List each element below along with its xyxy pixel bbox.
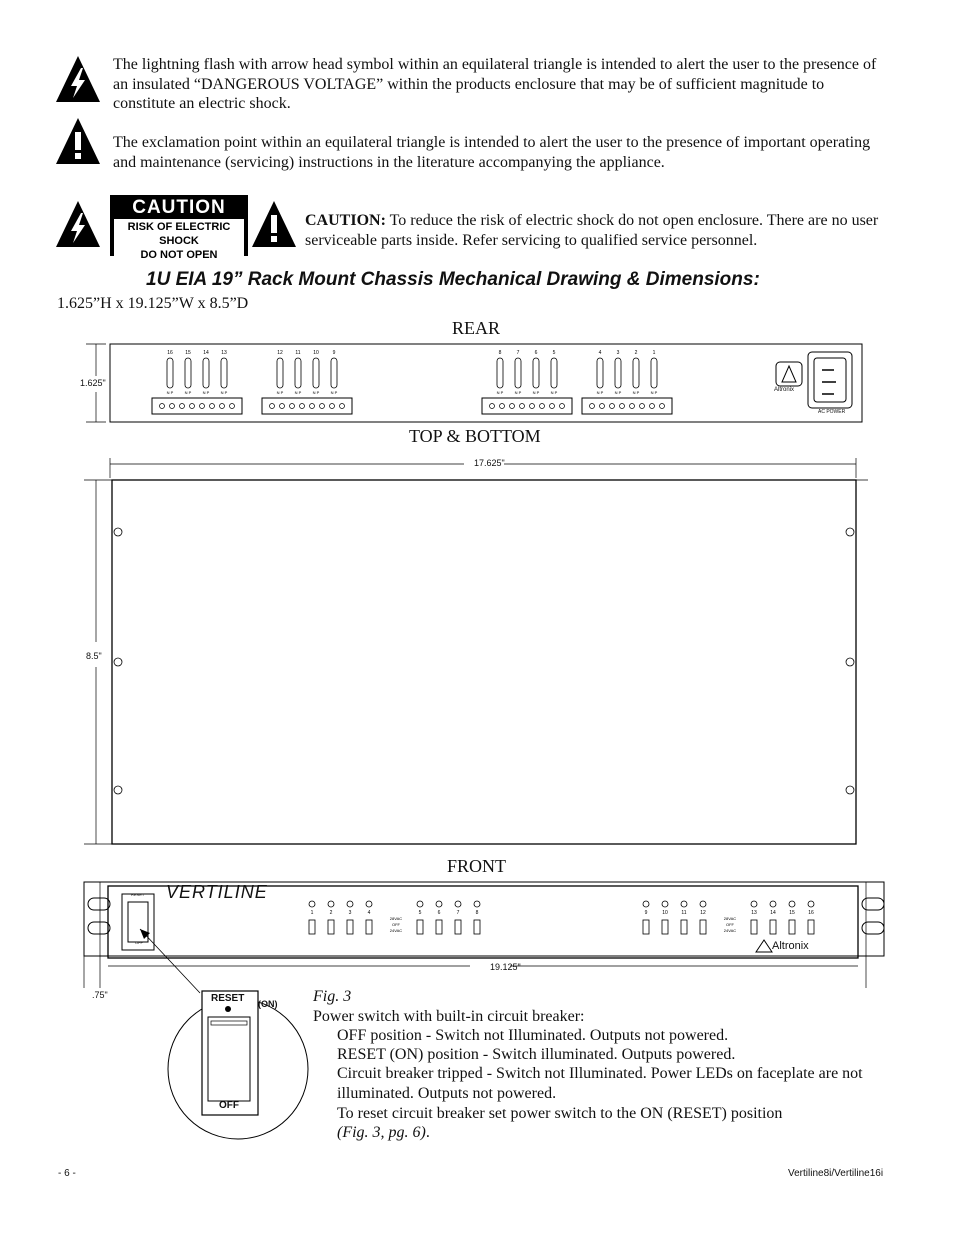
rear-terminal-screw (540, 404, 545, 409)
rear-terminal-screw (200, 404, 205, 409)
front-output-number: 14 (770, 910, 776, 916)
figure-intro: Power switch with built-in circuit breaker: (313, 1008, 585, 1025)
figure-ref: (Fig. 3, pg. 6) (337, 1124, 426, 1141)
front-led (643, 901, 649, 907)
rear-np-label: N P (276, 390, 284, 395)
rear-terminal-block (152, 398, 242, 414)
front-switch-top: RESET (131, 892, 145, 897)
front-selector-switch (366, 920, 372, 934)
front-output-number: 5 (418, 910, 422, 916)
rear-brand: Altronix (774, 387, 795, 393)
top-screw (846, 528, 854, 536)
front-output-number: 9 (644, 910, 648, 916)
rear-terminal-screw (510, 404, 515, 409)
footer-doc: Vertiline8i/Vertiline16i (788, 1168, 884, 1179)
rear-fuse (633, 358, 639, 388)
front-selector-switch (455, 920, 461, 934)
rear-terminal-block (482, 398, 572, 414)
figure-item-2: RESET (ON) position - Switch illuminated. Outputs powered. (337, 1046, 736, 1063)
front-switch-bottom: OFF (135, 940, 143, 945)
caution-label: CAUTION: (305, 212, 386, 229)
front-selector-switch (417, 920, 423, 934)
caution-badge (110, 195, 248, 261)
inset-reset: RESET (211, 993, 245, 1004)
front-led (789, 901, 795, 907)
rear-output-number: 1 (652, 350, 656, 356)
figure-ref-end: . (425, 1124, 430, 1141)
rear-fuse (497, 358, 503, 388)
rear-terminal-screw (340, 404, 345, 409)
rear-terminal-screw (560, 404, 565, 409)
rear-terminal-screw (330, 404, 335, 409)
rear-fuse (185, 358, 191, 388)
rear-fuse (277, 358, 283, 388)
caution-text: To reduce the risk of electric shock do not open enclosure. There are no user serviceable parts inside. Refer servicing to qualified service personnel. (305, 212, 879, 249)
front-voltage-label: 28VAC (723, 916, 737, 921)
caution-paragraph (305, 211, 885, 250)
rear-np-label: N P (614, 390, 622, 395)
rear-output-number: 10 (313, 350, 319, 356)
rear-output-number: 7 (516, 350, 520, 356)
front-output-number: 3 (348, 910, 352, 916)
rear-fuse (331, 358, 337, 388)
rear-np-label: N P (650, 390, 658, 395)
switch-inset-drawing (130, 925, 320, 1155)
chassis-dimensions: 1.625”H x 19.125”W x 8.5”D (57, 295, 249, 312)
front-voltage-label: 24VAC (389, 928, 403, 933)
top-screw (114, 528, 122, 536)
rear-output-number: 13 (221, 350, 227, 356)
rear-np-label: N P (632, 390, 640, 395)
top-screw (846, 786, 854, 794)
top-screw (846, 658, 854, 666)
rear-terminal-screw (170, 404, 175, 409)
rear-fuse (221, 358, 227, 388)
rear-terminal-screw (660, 404, 665, 409)
rear-terminal-screw (500, 404, 505, 409)
front-led (436, 901, 442, 907)
front-led (700, 901, 706, 907)
rear-output-number: 16 (167, 350, 173, 356)
footer-page: - 6 - (58, 1168, 76, 1179)
section-heading: 1U EIA 19” Rack Mount Chassis Mechanical Drawing & Dimensions: (146, 269, 760, 290)
figure-item-3: Circuit breaker tripped - Switch not Illuminated. Power LEDs on faceplate are not illuminated. Outputs not powered. (337, 1065, 863, 1102)
rear-height-dim: 1.625" (80, 378, 106, 388)
rear-np-label: N P (294, 390, 302, 395)
front-output-number: 1 (310, 910, 314, 916)
rear-np-label: N P (532, 390, 540, 395)
rear-output-number: 9 (332, 350, 336, 356)
front-label: FRONT (447, 856, 507, 876)
rear-np-label: N P (550, 390, 558, 395)
figure-item-1: OFF position - Switch not Illuminated. Outputs not powered. (337, 1027, 729, 1044)
inset-on: (ON) (258, 999, 278, 1009)
front-selector-switch (436, 920, 442, 934)
rear-terminal-screw (190, 404, 195, 409)
figure-item-4: To reset circuit breaker set power switch to the ON (RESET) position (337, 1105, 783, 1122)
front-brand: Altronix (772, 940, 809, 952)
rear-output-number: 5 (552, 350, 556, 356)
rear-np-label: N P (184, 390, 192, 395)
rear-terminal-screw (600, 404, 605, 409)
rear-terminal-screw (210, 404, 215, 409)
front-selector-switch (751, 920, 757, 934)
rear-label: REAR (452, 318, 501, 338)
figure-caption: Fig. 3 (313, 988, 352, 1005)
front-voltage-label: 28VAC (389, 916, 403, 921)
rear-terminal-screw (530, 404, 535, 409)
front-led (347, 901, 353, 907)
front-output-number: 2 (329, 910, 333, 916)
rear-fuse (167, 358, 173, 388)
rear-np-label: N P (202, 390, 210, 395)
caution-badge-title: CAUTION (132, 197, 226, 218)
front-ear-dim: .75" (92, 990, 108, 1000)
front-selector-switch (662, 920, 668, 934)
rear-np-label: N P (330, 390, 338, 395)
ac-power-label: AC POWER (818, 409, 846, 415)
rear-output-number: 3 (616, 350, 620, 356)
front-selector-switch (328, 920, 334, 934)
front-selector-switch (474, 920, 480, 934)
rear-np-label: N P (496, 390, 504, 395)
front-logo: VERTILINE (166, 882, 268, 902)
lightning-warning-text: The lightning flash with arrow head symbol within an equilateral triangle is intended to alert the user to the presence of an insulated “DANGEROUS VOLTAGE” within the products enclosure that may be of sufficient magnitude to constitute an electric shock. (113, 56, 877, 112)
top-bottom-label: TOP & BOTTOM (409, 426, 541, 446)
rear-terminal-screw (310, 404, 315, 409)
front-led (309, 901, 315, 907)
front-output-number: 12 (700, 910, 706, 916)
top-screw (114, 786, 122, 794)
rear-np-label: N P (514, 390, 522, 395)
front-output-number: 13 (751, 910, 757, 916)
inset-off: OFF (219, 1100, 239, 1111)
front-output-number: 7 (456, 910, 460, 916)
exclamation-warning-text: The exclamation point within an equilateral triangle is intended to alert the user to the presence of important operating and maintenance (servicing) instructions in the literature accompanying the appliance. (113, 134, 871, 171)
rear-output-number: 11 (295, 350, 301, 356)
rear-output-number: 8 (498, 350, 502, 356)
rear-terminal-screw (490, 404, 495, 409)
rear-terminal-screw (520, 404, 525, 409)
front-led (328, 901, 334, 907)
rear-np-label: N P (220, 390, 228, 395)
front-led (751, 901, 757, 907)
front-led (474, 901, 480, 907)
front-voltage-label: OFF (726, 922, 734, 927)
front-led (417, 901, 423, 907)
rear-np-label: N P (312, 390, 320, 395)
caution-lightning-icon (56, 201, 100, 247)
rear-terminal-screw (300, 404, 305, 409)
front-led (681, 901, 687, 907)
front-output-number: 6 (437, 910, 441, 916)
rear-fuse (597, 358, 603, 388)
rear-terminal-screw (610, 404, 615, 409)
figure-ref-line (337, 1123, 430, 1143)
rear-terminal-block (582, 398, 672, 414)
front-led (662, 901, 668, 907)
caution-badge-line2: DO NOT OPEN (140, 249, 218, 261)
rear-output-number: 15 (185, 350, 191, 356)
rear-fuse (551, 358, 557, 388)
front-selector-switch (681, 920, 687, 934)
front-led (366, 901, 372, 907)
rear-fuse (515, 358, 521, 388)
front-output-number: 15 (789, 910, 795, 916)
rear-output-number: 12 (277, 350, 283, 356)
top-width-dim: 17.625" (474, 458, 505, 468)
front-output-number: 8 (475, 910, 479, 916)
front-selector-switch (700, 920, 706, 934)
rear-np-label: N P (166, 390, 174, 395)
front-led (770, 901, 776, 907)
front-width-dim: 19.125" (490, 962, 521, 972)
caution-exclamation-icon (252, 201, 296, 247)
front-voltage-label: 24VAC (723, 928, 737, 933)
front-selector-switch (643, 920, 649, 934)
caution-badge-line1: RISK OF ELECTRIC SHOCK (127, 221, 231, 247)
rear-terminal-screw (280, 404, 285, 409)
front-output-number: 11 (681, 910, 687, 916)
rear-terminal-screw (630, 404, 635, 409)
rear-output-number: 14 (203, 350, 209, 356)
front-output-number: 10 (662, 910, 668, 916)
rear-np-label: N P (596, 390, 604, 395)
front-output-number: 4 (367, 910, 371, 916)
rear-terminal-screw (290, 404, 295, 409)
front-selector-switch (770, 920, 776, 934)
rear-output-number: 4 (598, 350, 602, 356)
front-led (808, 901, 814, 907)
rear-output-number: 2 (634, 350, 638, 356)
rear-terminal-screw (620, 404, 625, 409)
top-bottom-drawing (84, 452, 868, 848)
rear-fuse (533, 358, 539, 388)
rear-terminal-screw (270, 404, 275, 409)
rear-terminal-screw (230, 404, 235, 409)
front-selector-switch (789, 920, 795, 934)
front-led (455, 901, 461, 907)
rear-drawing (86, 342, 866, 424)
rear-fuse (313, 358, 319, 388)
front-output-number: 16 (808, 910, 814, 916)
rear-terminal-screw (220, 404, 225, 409)
front-selector-switch (347, 920, 353, 934)
rear-terminal-screw (640, 404, 645, 409)
exclamation-warning-icon (56, 118, 100, 164)
top-screw (114, 658, 122, 666)
rear-output-number: 6 (534, 350, 538, 356)
rear-terminal-screw (320, 404, 325, 409)
rear-fuse (615, 358, 621, 388)
lightning-warning-icon (56, 56, 100, 102)
rear-fuse (651, 358, 657, 388)
rear-terminal-screw (160, 404, 165, 409)
rear-terminal-screw (650, 404, 655, 409)
rear-terminal-screw (550, 404, 555, 409)
rear-fuse (203, 358, 209, 388)
top-depth-dim: 8.5" (86, 651, 102, 661)
rear-terminal-screw (590, 404, 595, 409)
front-selector-switch (808, 920, 814, 934)
rear-fuse (295, 358, 301, 388)
rear-terminal-screw (180, 404, 185, 409)
rear-terminal-block (262, 398, 352, 414)
front-voltage-label: OFF (392, 922, 400, 927)
